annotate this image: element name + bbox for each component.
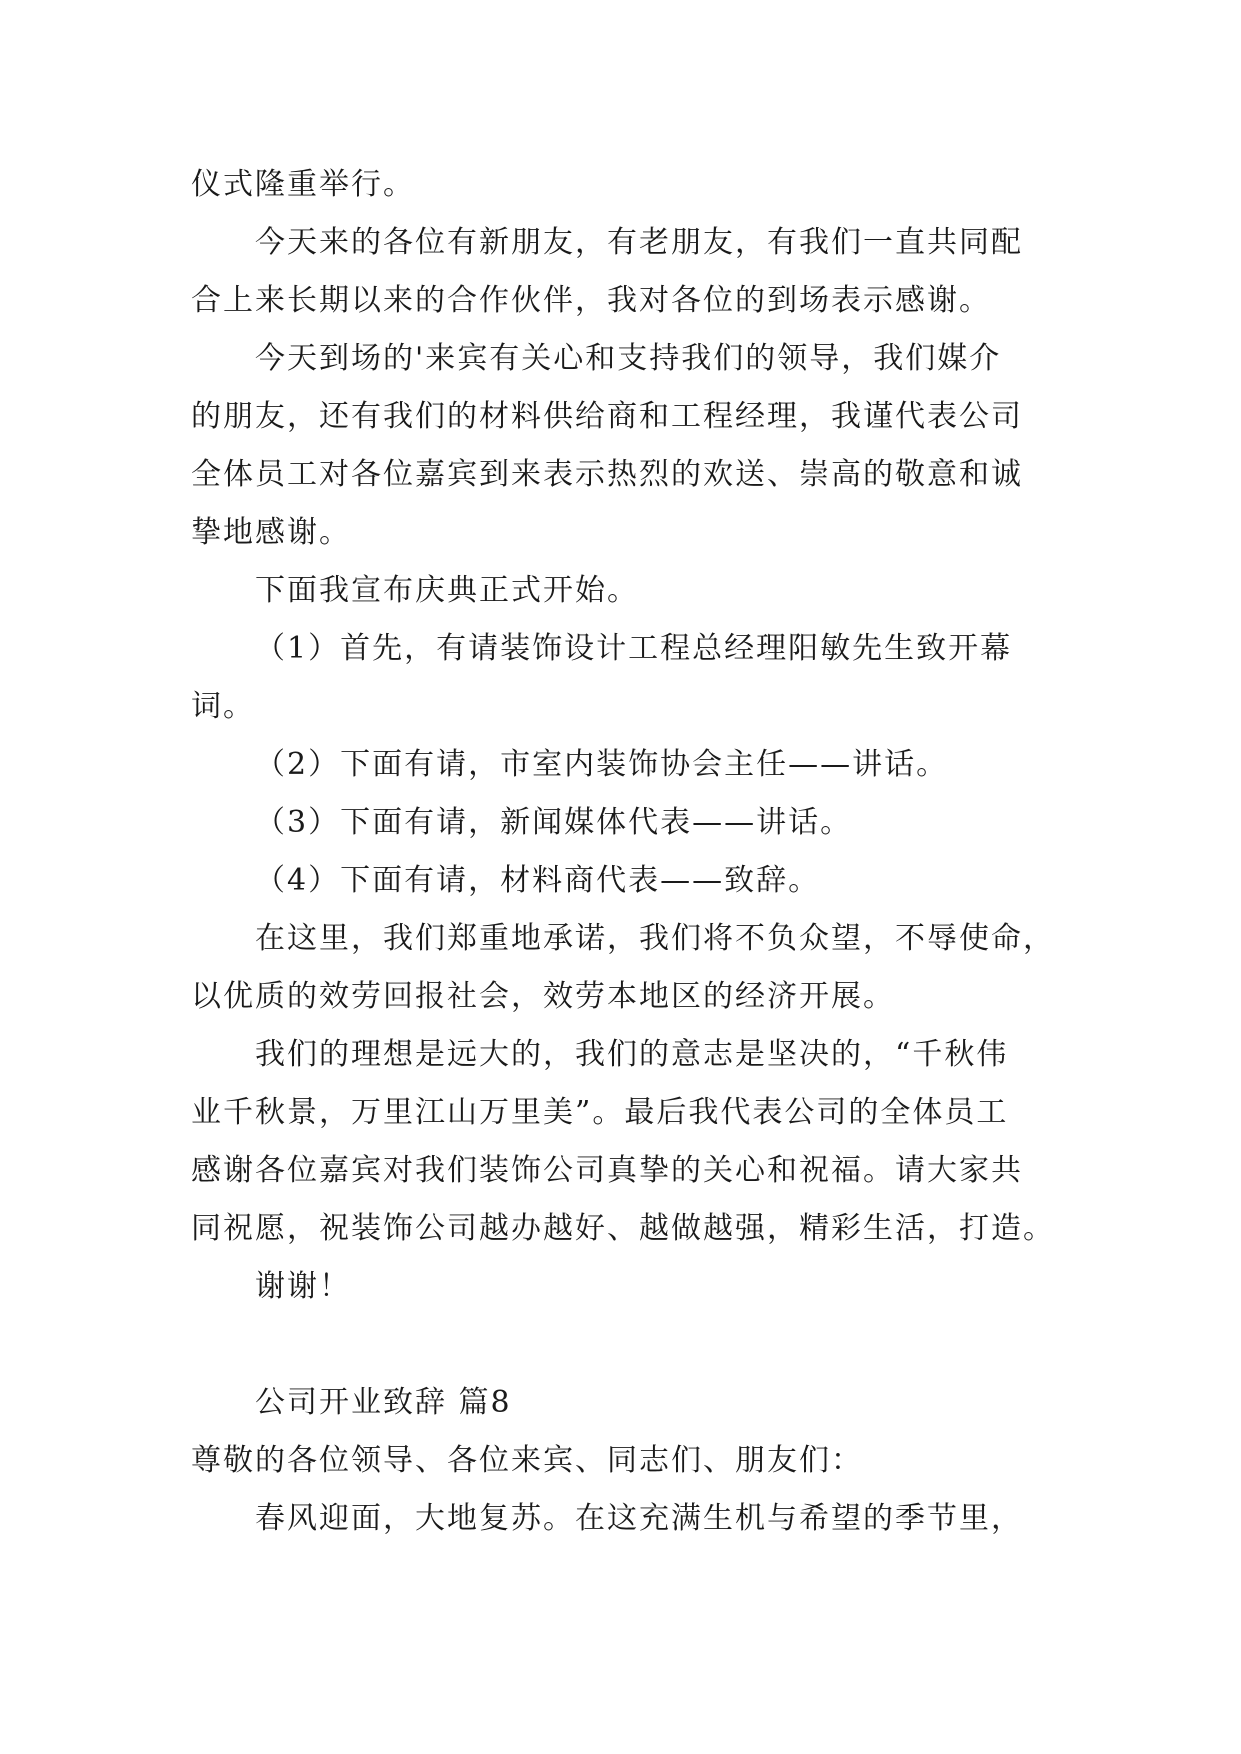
text-line: 同祝愿，祝装饰公司越办越好、越做越强，精彩生活，打造。 [191,1211,1055,1246]
text-line: 感谢各位嘉宾对我们装饰公司真挚的关心和祝福。请大家共 [191,1153,1023,1188]
text-line: 挚地感谢。 [191,515,351,550]
text-line: （1）首先，有请装饰设计工程总经理阳敏先生致开幕 [255,631,1013,666]
text-line: （3）下面有请，新闻媒体代表——讲话。 [255,805,853,840]
text-line: 全体员工对各位嘉宾到来表示热烈的欢送、崇高的敬意和诚 [191,457,1023,492]
salutation-line: 尊敬的各位领导、各位来宾、同志们、朋友们： [191,1443,863,1478]
text-line: 词。 [191,689,255,724]
section-heading: 公司开业致辞 篇8 [255,1385,512,1420]
text-line: 谢谢！ [255,1269,351,1304]
text-line: 的朋友，还有我们的材料供给商和工程经理，我谨代表公司 [191,399,1023,434]
text-line: 今天来的各位有新朋友，有老朋友，有我们一直共同配 [255,225,1023,260]
text-line: 以优质的效劳回报社会，效劳本地区的经济开展。 [191,979,895,1014]
text-line: （4）下面有请，材料商代表——致辞。 [255,863,821,898]
section-gap [191,1316,1051,1374]
text-line: （2）下面有请，市室内装饰协会主任——讲话。 [255,747,949,782]
text-line: 业千秋景，万里江山万里美”。最后我代表公司的全体员工 [191,1095,1009,1130]
text-line: 下面我宣布庆典正式开始。 [255,573,639,608]
text-line: 春风迎面，大地复苏。在这充满生机与希望的季节里， [255,1501,1023,1536]
text-line: 我们的理想是远大的，我们的意志是坚决的，“千秋伟 [255,1037,1009,1072]
text-line: 合上来长期以来的合作伙伴，我对各位的到场表示感谢。 [191,283,991,318]
text-line: 在这里，我们郑重地承诺，我们将不负众望，不辱使命， [255,921,1055,956]
text-line: 今天到场的'来宾有关心和支持我们的领导，我们媒介 [255,341,1002,376]
text-line: 仪式隆重举行。 [191,167,415,202]
document-body [191,156,1055,1548]
